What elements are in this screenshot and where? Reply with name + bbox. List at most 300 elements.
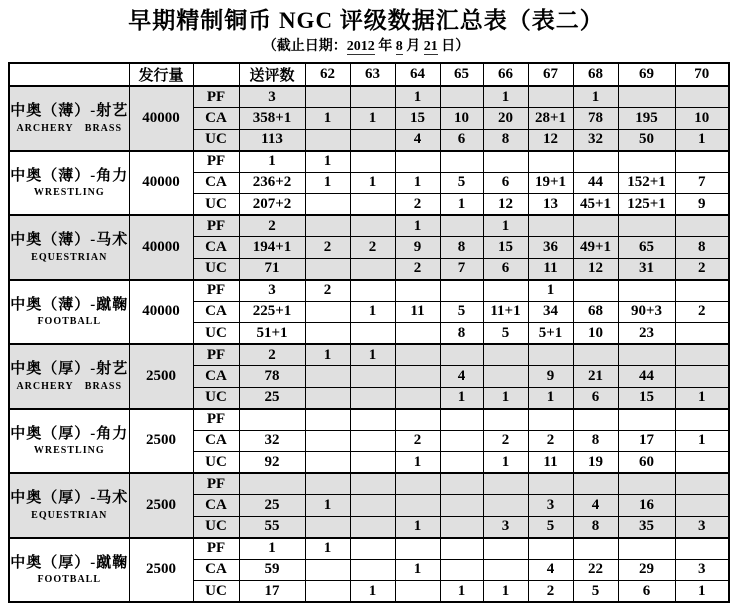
grade-count-cell — [350, 387, 395, 409]
grade-count-cell — [350, 495, 395, 517]
grade-count-cell — [305, 194, 350, 216]
grade-count-cell — [675, 452, 729, 474]
coin-type-cell: PF — [193, 538, 239, 560]
issue-qty-cell: 40000 — [129, 86, 193, 151]
grade-count-cell: 5 — [483, 323, 528, 345]
grade-count-cell — [440, 538, 483, 560]
grade-count-cell: 23 — [618, 323, 675, 345]
coin-type-cell: CA — [193, 108, 239, 130]
coin-type-cell: PF — [193, 409, 239, 431]
grade-count-cell: 2 — [528, 581, 573, 603]
coin-type-cell: CA — [193, 237, 239, 259]
grade-count-cell — [440, 495, 483, 517]
coin-name-en: WRESTLING — [33, 445, 105, 456]
submitted-count-cell: 113 — [239, 129, 305, 151]
grade-count-cell: 10 — [675, 108, 729, 130]
table-row — [9, 86, 729, 108]
coin-name-cn: 中奥（厚）-射艺 — [10, 361, 129, 377]
grade-count-cell — [395, 473, 440, 495]
submitted-count-cell: 92 — [239, 452, 305, 474]
grade-count-cell: 1 — [440, 194, 483, 216]
grade-count-cell — [395, 387, 440, 409]
grade-count-cell — [675, 366, 729, 388]
grade-count-cell: 1 — [305, 344, 350, 366]
coin-name-cn: 中奥（厚）-蹴鞠 — [10, 554, 129, 571]
grade-count-cell: 8 — [675, 237, 729, 259]
grade-count-cell — [675, 215, 729, 237]
issue-qty-cell: 2500 — [129, 409, 193, 474]
grade-count-cell: 36 — [528, 237, 573, 259]
grade-count-cell — [440, 215, 483, 237]
grade-count-cell: 4 — [440, 366, 483, 388]
grade-count-cell — [305, 473, 350, 495]
grade-count-cell — [395, 409, 440, 431]
coin-name-cell — [9, 215, 129, 280]
grade-count-cell — [440, 86, 483, 108]
submitted-count-cell — [239, 473, 305, 495]
grade-count-cell — [350, 215, 395, 237]
grade-count-cell: 8 — [440, 237, 483, 259]
grade-count-cell — [305, 129, 350, 151]
submitted-count-cell: 3 — [239, 280, 305, 302]
grade-count-cell: 45+1 — [573, 194, 618, 216]
grade-count-cell: 2 — [395, 258, 440, 280]
grade-count-cell — [395, 366, 440, 388]
grade-count-cell — [350, 559, 395, 581]
coin-type-cell: CA — [193, 366, 239, 388]
issue-qty-cell: 2500 — [129, 538, 193, 603]
grade-count-cell: 1 — [350, 344, 395, 366]
table-row — [9, 215, 729, 237]
grade-count-cell: 2 — [305, 237, 350, 259]
grade-count-cell: 6 — [618, 581, 675, 603]
grade-count-cell — [305, 516, 350, 538]
subtitle-prefix: （截止日期： — [262, 39, 347, 54]
submitted-count-cell: 55 — [239, 516, 305, 538]
grade-count-cell — [350, 452, 395, 474]
grade-count-cell: 12 — [483, 194, 528, 216]
grade-count-cell — [573, 151, 618, 173]
grade-count-cell: 3 — [675, 559, 729, 581]
grade-count-cell: 15 — [483, 237, 528, 259]
grade-count-cell: 44 — [618, 366, 675, 388]
coin-type-cell: UC — [193, 581, 239, 603]
submitted-count-cell: 51+1 — [239, 323, 305, 345]
grade-count-cell — [573, 215, 618, 237]
grade-count-cell: 1 — [305, 172, 350, 194]
grade-count-cell — [395, 581, 440, 603]
grade-count-cell: 3 — [528, 495, 573, 517]
grade-count-cell: 1 — [483, 387, 528, 409]
subtitle-month-unit: 月 — [402, 39, 424, 54]
grade-count-cell — [675, 151, 729, 173]
grade-count-cell: 90+3 — [618, 301, 675, 323]
grade-count-cell: 8 — [573, 430, 618, 452]
grade-count-cell — [573, 280, 618, 302]
grade-count-cell: 8 — [440, 323, 483, 345]
submitted-count-cell: 3 — [239, 86, 305, 108]
grade-count-cell: 1 — [573, 86, 618, 108]
grade-count-cell: 28+1 — [528, 108, 573, 130]
grade-count-cell: 1 — [350, 581, 395, 603]
coin-type-cell: CA — [193, 559, 239, 581]
grade-count-cell: 5 — [528, 516, 573, 538]
grade-count-cell: 2 — [350, 237, 395, 259]
grade-count-cell — [675, 495, 729, 517]
grade-count-cell: 1 — [483, 581, 528, 603]
subtitle — [0, 38, 732, 56]
grade-count-cell — [305, 301, 350, 323]
grade-count-cell — [483, 495, 528, 517]
grade-count-cell: 1 — [395, 452, 440, 474]
grade-count-cell — [618, 344, 675, 366]
grade-count-cell — [440, 151, 483, 173]
subtitle-year: 2012 — [346, 39, 375, 54]
grade-count-cell: 1 — [528, 280, 573, 302]
grade-count-cell — [440, 430, 483, 452]
coin-type-cell: PF — [193, 151, 239, 173]
header-grade-68: 68 — [573, 63, 618, 86]
grade-count-cell — [618, 86, 675, 108]
grade-count-cell: 5 — [573, 581, 618, 603]
grade-count-cell: 15 — [395, 108, 440, 130]
coin-name-cell — [9, 409, 129, 474]
grade-count-cell — [483, 151, 528, 173]
header-submitted: 送评数 — [239, 63, 305, 86]
submitted-count-cell: 358+1 — [239, 108, 305, 130]
grade-count-cell: 49+1 — [573, 237, 618, 259]
header-grade-63: 63 — [350, 63, 395, 86]
grade-count-cell — [440, 559, 483, 581]
grade-count-cell — [395, 151, 440, 173]
grade-count-cell: 21 — [573, 366, 618, 388]
grade-count-cell: 1 — [305, 495, 350, 517]
coin-name-cn: 中奥（薄）-马术 — [10, 232, 129, 248]
grade-count-cell — [350, 516, 395, 538]
grade-count-cell — [350, 258, 395, 280]
table-row — [9, 538, 729, 560]
coin-type-cell: UC — [193, 129, 239, 151]
grade-count-cell: 11 — [528, 258, 573, 280]
grade-count-cell: 19+1 — [528, 172, 573, 194]
grade-count-cell — [573, 538, 618, 560]
coin-name-cell — [9, 280, 129, 345]
grade-count-cell — [305, 581, 350, 603]
grade-count-cell — [675, 409, 729, 431]
grade-count-cell: 2 — [305, 280, 350, 302]
grade-count-cell: 1 — [395, 516, 440, 538]
coin-type-cell: PF — [193, 215, 239, 237]
coin-type-cell: PF — [193, 473, 239, 495]
grade-count-cell — [395, 344, 440, 366]
grade-count-cell: 31 — [618, 258, 675, 280]
header-issue-qty: 发行量 — [129, 63, 193, 86]
grade-count-cell: 2 — [395, 194, 440, 216]
header-type-blank — [193, 63, 239, 86]
coin-name-en: WRESTLING — [33, 187, 105, 198]
grade-count-cell: 35 — [618, 516, 675, 538]
coin-name-en: ARCHERY BRASS — [16, 122, 123, 134]
coin-name-en: EQUESTRIAN — [31, 251, 108, 263]
grade-count-cell: 1 — [675, 387, 729, 409]
grade-count-cell — [483, 473, 528, 495]
header-name-blank — [9, 63, 129, 86]
coin-name-cell — [9, 344, 129, 409]
grade-count-cell — [573, 409, 618, 431]
header-grade-69: 69 — [618, 63, 675, 86]
grade-count-cell: 68 — [573, 301, 618, 323]
grade-count-cell: 9 — [528, 366, 573, 388]
grade-count-cell: 15 — [618, 387, 675, 409]
grade-count-cell — [528, 473, 573, 495]
grade-count-cell — [305, 559, 350, 581]
grade-count-cell — [675, 86, 729, 108]
grade-count-cell: 11+1 — [483, 301, 528, 323]
grade-count-cell: 10 — [573, 323, 618, 345]
grade-count-cell: 4 — [395, 129, 440, 151]
grade-count-cell: 10 — [440, 108, 483, 130]
grade-count-cell — [305, 86, 350, 108]
grade-count-cell: 1 — [395, 172, 440, 194]
submitted-count-cell: 17 — [239, 581, 305, 603]
table-row — [9, 151, 729, 173]
grade-count-cell — [395, 323, 440, 345]
grade-count-cell — [350, 430, 395, 452]
grade-count-cell — [305, 258, 350, 280]
coin-type-cell: CA — [193, 495, 239, 517]
grade-count-cell: 1 — [305, 108, 350, 130]
grade-count-cell — [305, 409, 350, 431]
grade-count-cell — [305, 430, 350, 452]
grade-count-cell — [440, 452, 483, 474]
grade-count-cell: 7 — [440, 258, 483, 280]
grade-count-cell: 1 — [440, 581, 483, 603]
grade-count-cell: 5 — [440, 301, 483, 323]
grade-count-cell — [305, 323, 350, 345]
grade-count-cell: 32 — [573, 129, 618, 151]
coin-name-cn: 中奥（薄）-角力 — [10, 167, 129, 184]
header-grade-62: 62 — [305, 63, 350, 86]
grade-count-cell: 4 — [573, 495, 618, 517]
grade-count-cell: 17 — [618, 430, 675, 452]
issue-qty-cell: 40000 — [129, 215, 193, 280]
grade-count-cell — [350, 129, 395, 151]
grade-count-cell — [305, 387, 350, 409]
grade-count-cell — [395, 538, 440, 560]
submitted-count-cell: 225+1 — [239, 301, 305, 323]
subtitle-month: 8 — [395, 39, 403, 54]
coin-name-cell — [9, 151, 129, 216]
grade-count-cell: 1 — [675, 129, 729, 151]
grade-count-cell: 12 — [573, 258, 618, 280]
grade-count-cell: 78 — [573, 108, 618, 130]
grade-count-cell — [618, 473, 675, 495]
grade-count-cell — [350, 323, 395, 345]
grade-count-cell: 34 — [528, 301, 573, 323]
grade-count-cell — [440, 344, 483, 366]
grade-count-cell — [440, 516, 483, 538]
grading-table-body — [9, 86, 729, 602]
subtitle-year-unit: 年 — [374, 39, 396, 54]
grade-count-cell — [483, 344, 528, 366]
grade-count-cell — [528, 215, 573, 237]
grade-count-cell: 16 — [618, 495, 675, 517]
coin-type-cell: UC — [193, 387, 239, 409]
grading-table — [8, 62, 730, 603]
grade-count-cell: 1 — [350, 108, 395, 130]
coin-type-cell: CA — [193, 172, 239, 194]
submitted-count-cell — [239, 409, 305, 431]
submitted-count-cell: 71 — [239, 258, 305, 280]
subtitle-day: 21 — [423, 39, 438, 54]
grade-count-cell: 8 — [573, 516, 618, 538]
grade-count-cell — [305, 452, 350, 474]
grade-count-cell: 1 — [675, 430, 729, 452]
grade-count-cell: 1 — [483, 215, 528, 237]
coin-type-cell: UC — [193, 194, 239, 216]
header-grade-64: 64 — [395, 63, 440, 86]
grade-count-cell — [618, 409, 675, 431]
grade-count-cell: 6 — [483, 172, 528, 194]
grade-count-cell: 29 — [618, 559, 675, 581]
submitted-count-cell: 32 — [239, 430, 305, 452]
grade-count-cell — [618, 151, 675, 173]
grade-count-cell: 22 — [573, 559, 618, 581]
grade-count-cell — [395, 495, 440, 517]
header-grade-65: 65 — [440, 63, 483, 86]
header-grade-66: 66 — [483, 63, 528, 86]
grade-count-cell: 1 — [528, 387, 573, 409]
grade-count-cell — [350, 366, 395, 388]
grade-count-cell — [573, 473, 618, 495]
grade-count-cell: 1 — [305, 151, 350, 173]
coin-type-cell: CA — [193, 430, 239, 452]
submitted-count-cell: 59 — [239, 559, 305, 581]
grade-count-cell — [528, 344, 573, 366]
grade-count-cell: 2 — [483, 430, 528, 452]
grade-count-cell: 11 — [395, 301, 440, 323]
grade-count-cell — [483, 559, 528, 581]
grade-count-cell: 2 — [528, 430, 573, 452]
grade-count-cell: 5+1 — [528, 323, 573, 345]
header-row — [9, 63, 729, 86]
submitted-count-cell: 1 — [239, 151, 305, 173]
coin-type-cell: PF — [193, 280, 239, 302]
coin-name-en: EQUESTRIAN — [31, 509, 108, 521]
grade-count-cell — [675, 473, 729, 495]
grade-count-cell — [350, 280, 395, 302]
grade-count-cell — [528, 86, 573, 108]
submitted-count-cell: 194+1 — [239, 237, 305, 259]
grade-count-cell: 1 — [305, 538, 350, 560]
grade-count-cell: 12 — [528, 129, 573, 151]
grade-count-cell: 9 — [675, 194, 729, 216]
coin-type-cell: PF — [193, 344, 239, 366]
submitted-count-cell: 25 — [239, 495, 305, 517]
grade-count-cell — [350, 151, 395, 173]
grade-count-cell — [350, 86, 395, 108]
grade-count-cell: 3 — [483, 516, 528, 538]
coin-name-cn: 中奥（厚）-角力 — [10, 425, 129, 442]
table-row — [9, 473, 729, 495]
grade-count-cell — [483, 538, 528, 560]
grade-count-cell: 1 — [350, 172, 395, 194]
coin-type-cell: UC — [193, 323, 239, 345]
grade-count-cell: 125+1 — [618, 194, 675, 216]
coin-type-cell: UC — [193, 258, 239, 280]
grade-count-cell — [675, 323, 729, 345]
grade-count-cell: 2 — [395, 430, 440, 452]
grade-count-cell — [483, 280, 528, 302]
coin-name-cell — [9, 86, 129, 151]
coin-name-cn: 中奥（薄）-射艺 — [10, 103, 129, 119]
grade-count-cell: 20 — [483, 108, 528, 130]
coin-type-cell: CA — [193, 301, 239, 323]
subtitle-day-unit: 日） — [437, 39, 470, 54]
coin-type-cell: PF — [193, 86, 239, 108]
grade-count-cell: 7 — [675, 172, 729, 194]
issue-qty-cell: 2500 — [129, 344, 193, 409]
coin-name-cn: 中奥（厚）-马术 — [10, 490, 129, 506]
grade-count-cell: 1 — [483, 86, 528, 108]
grade-count-cell — [618, 538, 675, 560]
grade-count-cell — [440, 409, 483, 431]
grade-count-cell: 1 — [395, 559, 440, 581]
grade-count-cell — [528, 538, 573, 560]
grade-count-cell: 195 — [618, 108, 675, 130]
grade-count-cell — [675, 538, 729, 560]
submitted-count-cell: 2 — [239, 344, 305, 366]
grade-count-cell — [440, 473, 483, 495]
coin-name-cell — [9, 538, 129, 603]
issue-qty-cell: 40000 — [129, 151, 193, 216]
issue-qty-cell: 2500 — [129, 473, 193, 538]
grade-count-cell: 1 — [395, 86, 440, 108]
grade-count-cell — [528, 409, 573, 431]
table-row — [9, 344, 729, 366]
grade-count-cell: 8 — [483, 129, 528, 151]
grade-count-cell: 2 — [675, 258, 729, 280]
grade-count-cell — [350, 473, 395, 495]
grade-count-cell — [675, 280, 729, 302]
grade-count-cell: 6 — [573, 387, 618, 409]
table-row — [9, 280, 729, 302]
grade-count-cell — [573, 344, 618, 366]
grade-count-cell: 65 — [618, 237, 675, 259]
submitted-count-cell: 25 — [239, 387, 305, 409]
grade-count-cell: 1 — [350, 301, 395, 323]
grade-count-cell — [483, 366, 528, 388]
grade-count-cell — [350, 409, 395, 431]
submitted-count-cell: 2 — [239, 215, 305, 237]
grade-count-cell: 5 — [440, 172, 483, 194]
grade-count-cell — [618, 215, 675, 237]
coin-name-cell — [9, 473, 129, 538]
grade-count-cell: 2 — [675, 301, 729, 323]
grade-count-cell — [305, 366, 350, 388]
grade-count-cell: 6 — [440, 129, 483, 151]
grade-count-cell — [395, 280, 440, 302]
table-row — [9, 409, 729, 431]
coin-name-cn: 中奥（薄）-蹴鞠 — [10, 296, 129, 313]
grade-count-cell: 9 — [395, 237, 440, 259]
grade-count-cell: 6 — [483, 258, 528, 280]
coin-name-en: ARCHERY BRASS — [16, 380, 123, 392]
submitted-count-cell: 236+2 — [239, 172, 305, 194]
submitted-count-cell: 1 — [239, 538, 305, 560]
grade-count-cell: 1 — [675, 581, 729, 603]
grade-count-cell — [618, 280, 675, 302]
